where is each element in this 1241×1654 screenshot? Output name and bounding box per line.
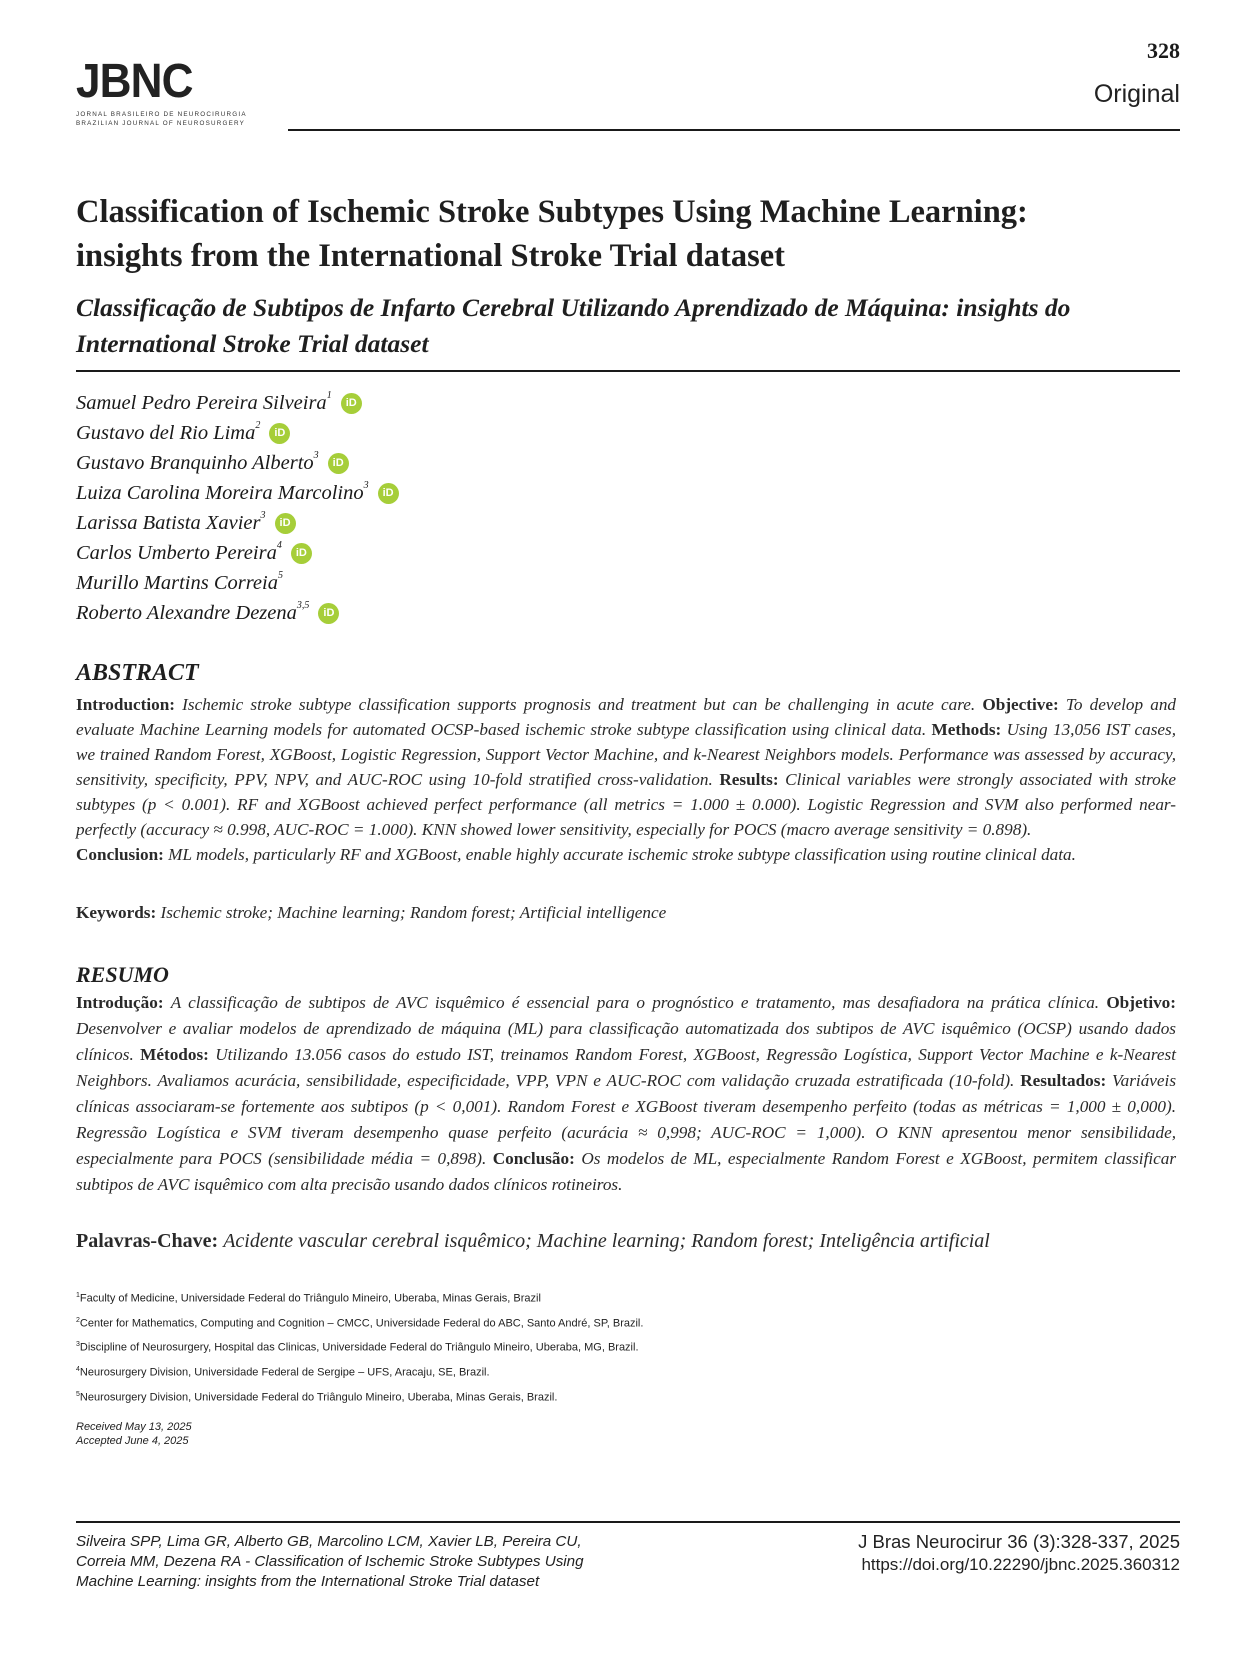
- orcid-icon[interactable]: iD: [269, 423, 290, 444]
- affiliation-text: Discipline of Neurosurgery, Hospital das Clinicas, Universidade Federal do Triângulo Mineiro, Uberaba, MG, Brazil.: [79, 1341, 639, 1354]
- submission-dates: [76, 1420, 192, 1448]
- orcid-icon[interactable]: iD: [341, 393, 362, 414]
- abstract-intro-label: Introduction:: [76, 695, 176, 714]
- resumo-objective-text: Desenvolver e avaliar modelos de aprendizado de máquina (ML) para classificação automatizada dos subtipos de AVC isquêmico (OCSP) usando dados clínicos.: [76, 1019, 1176, 1064]
- author-name: Carlos Umberto Pereira: [76, 542, 277, 564]
- affiliation-list: [76, 1285, 643, 1408]
- received-date: Received May 13, 2025: [76, 1421, 192, 1433]
- keywords-text: Ischemic stroke; Machine learning; Random forest; Artificial intelligence: [160, 903, 667, 922]
- abstract-methods-text: Using 13,056 IST cases, we trained Random Forest, XGBoost, Logistic Regression, Support Vector Machine, and k-Nearest Neighbors models. Performance was assessed by accuracy, sensitivity, specificity, PPV, NPV, and AUC-ROC using 10-fold stratified cross-validation.: [76, 720, 1177, 789]
- abstract-heading: ABSTRACT: [76, 660, 199, 686]
- resumo-conclusion-label: Conclusão:: [492, 1149, 575, 1168]
- citation-line-3: Machine Learning: insights from the International Stroke Trial dataset: [76, 1573, 540, 1590]
- page-number: 328: [1147, 38, 1180, 63]
- abstract-conclusion-label: Conclusion:: [76, 845, 164, 864]
- resumo-objective-label: Objetivo:: [1106, 993, 1177, 1012]
- accepted-date: Accepted June 4, 2025: [76, 1435, 189, 1447]
- author-item: Larissa Batista Xavier $^3$ iD: [76, 508, 399, 538]
- orcid-icon[interactable]: iD: [318, 603, 339, 624]
- resumo-results-label: Resultados:: [1020, 1071, 1107, 1090]
- article-type: Original: [1093, 80, 1180, 108]
- author-item: Roberto Alexandre Dezena $^{3,5}$ iD: [76, 598, 399, 628]
- author-item: Samuel Pedro Pereira Silveira $^1$ iD: [76, 388, 399, 418]
- palavras-chave-text: Acidente vascular cerebral isquêmico; Machine learning; Random forest; Inteligência artificial: [223, 1230, 990, 1252]
- logo-subtitle-pt: JORNAL BRASILEIRO DE NEUROCIRURGIA: [76, 111, 247, 118]
- affiliation-number: 1: [76, 1292, 80, 1299]
- abstract-conclusion-text: ML models, particularly RF and XGBoost, enable highly accurate ischemic stroke subtype classification using routine clinical data.: [168, 845, 1076, 864]
- resumo-methods-label: Métodos:: [140, 1045, 209, 1064]
- affiliation-text: Faculty of Medicine, Universidade Federal do Triângulo Mineiro, Uberaba, Minas Gerais, Brazil: [79, 1292, 541, 1305]
- abstract-objective-label: Objective:: [982, 695, 1059, 714]
- title-portuguese-line-1: Classificação de Subtipos de Infarto Cerebral Utilizando Aprendizado de Máquina: insights do: [76, 293, 1071, 322]
- author-name: Luiza Carolina Moreira Marcolino: [76, 482, 364, 504]
- abstract-objective-text: To develop and evaluate Machine Learning models for automated OCSP-based ischemic stroke subtype classification using clinical data.: [76, 695, 1177, 739]
- orcid-icon[interactable]: iD: [291, 543, 312, 564]
- palavras-chave-label: Palavras-Chave:: [76, 1230, 219, 1252]
- abstract-intro-text: Ischemic stroke subtype classification supports prognosis and treatment but can be challenging in acute care.: [182, 695, 976, 714]
- abstract-methods-label: Methods:: [931, 720, 1002, 739]
- affiliation-item: [76, 1334, 643, 1359]
- author-list: [76, 388, 399, 628]
- abstract-body: [76, 692, 1176, 867]
- citation-line-1: Silveira SPP, Lima GR, Alberto GB, Marcolino LCM, Xavier LB, Pereira CU,: [76, 1533, 582, 1550]
- title-portuguese-line-2: International Stroke Trial dataset: [76, 329, 429, 358]
- title-english-line-2: insights from the International Stroke Trial dataset: [76, 238, 786, 274]
- title-english: [76, 190, 1176, 278]
- orcid-icon[interactable]: iD: [328, 453, 349, 474]
- title-portuguese: [76, 290, 1176, 362]
- author-name: Larissa Batista Xavier: [76, 512, 261, 534]
- citation: [76, 1532, 676, 1592]
- keywords-label: Keywords:: [76, 903, 157, 922]
- resumo-body: [76, 990, 1176, 1198]
- resumo-methods-text: Utilizando 13.056 casos do estudo IST, treinamos Random Forest, XGBoost, Regressão Logística, Support Vector Machine e k-Nearest Neighbors. Avaliamos acurácia, sensibilidade, especificidade, VPP, VPN e AUC-ROC com validação cruzada estratificada (10-fold).: [76, 1045, 1177, 1090]
- author-item: Luiza Carolina Moreira Marcolino $^3$ iD: [76, 478, 399, 508]
- affiliation-text: Neurosurgery Division, Universidade Federal de Sergipe – UFS, Aracaju, SE, Brazil.: [79, 1366, 490, 1379]
- affiliation-number: 3: [76, 1341, 80, 1349]
- affiliation-number: 2: [76, 1316, 80, 1324]
- title-english-line-1: Classification of Ischemic Stroke Subtypes Using Machine Learning:: [76, 194, 1028, 230]
- header-divider: [288, 129, 1180, 131]
- affiliation-text: Neurosurgery Division, Universidade Federal do Triângulo Mineiro, Uberaba, Minas Gerais, Brazil.: [79, 1391, 558, 1404]
- title-divider: [76, 370, 1180, 372]
- footer-divider: [76, 1521, 1180, 1523]
- author-name: Samuel Pedro Pereira Silveira: [76, 392, 327, 414]
- citation-line-2: Correia MM, Dezena RA - Classification of Ischemic Stroke Subtypes Using: [76, 1553, 584, 1570]
- affiliation-number: 4: [76, 1365, 80, 1373]
- author-name: Gustavo Branquinho Alberto: [76, 452, 314, 474]
- abstract-results-text: Clinical variables were strongly associated with stroke subtypes (p < 0.001). RF and XGBoost achieved perfect performance (all metrics = 1.000 ± 0.000). Logistic Regression and SVM also performed near-perfectly (accuracy ≈ 0.998, AUC-ROC = 1.000). KNN showed lower sensitivity, especially for POCS (macro average sensitivity = 0.898).: [76, 770, 1177, 839]
- affiliation-item: [76, 1285, 643, 1310]
- affiliation-item: [76, 1384, 643, 1409]
- author-name: Murillo Martins Correia: [76, 572, 278, 594]
- keywords: [76, 903, 666, 923]
- author-name: Roberto Alexandre Dezena: [76, 602, 297, 624]
- resumo-conclusion-text: Os modelos de ML, especialmente Random Forest e XGBoost, permitem classificar subtipos de AVC isquêmico com alta precisão usando dados clínicos rotineiros.: [76, 1149, 1177, 1194]
- journal-logo: [76, 55, 266, 128]
- orcid-icon[interactable]: iD: [378, 483, 399, 504]
- author-item: Murillo Martins Correia $^5$: [76, 568, 399, 598]
- resumo-results-text: Variáveis clínicas associaram-se fortemente aos subtipos (p < 0,001). Random Forest e XGBoost tiveram desempenho perfeito (todas as métricas = 1,000 ± 0,000). Regressão Logística e SVM tiveram desempenho quase perfeito (acurácia ≈ 0,998; AUC-ROC = 1,000). O KNN apresentou menor sensibilidade, especialmente para POCS (sensibilidade média = 0,898).: [76, 1071, 1177, 1168]
- affiliation-item: [76, 1310, 643, 1335]
- author-name: Gustavo del Rio Lima: [76, 422, 256, 444]
- palavras-chave: [76, 1230, 990, 1253]
- author-item: Carlos Umberto Pereira $^4$ iD: [76, 538, 399, 568]
- journal-issue: J Bras Neurocirur 36 (3):328-337, 2025: [858, 1531, 1180, 1552]
- doi-link[interactable]: https://doi.org/10.22290/jbnc.2025.360312: [861, 1555, 1180, 1574]
- journal-reference: [858, 1530, 1180, 1575]
- resumo-heading: RESUMO: [76, 962, 169, 987]
- abstract-results-label: Results:: [719, 770, 779, 789]
- affiliation-item: [76, 1359, 643, 1384]
- resumo-intro-label: Introdução:: [76, 993, 164, 1012]
- affiliation-number: 5: [76, 1390, 80, 1398]
- author-item: Gustavo del Rio Lima $^2$ iD: [76, 418, 399, 448]
- logo-subtitle-en: BRAZILIAN JOURNAL OF NEUROSURGERY: [76, 120, 246, 127]
- affiliation-text: Center for Mathematics, Computing and Cognition – CMCC, Universidade Federal do ABC, Santo André, SP, Brazil.: [79, 1317, 644, 1330]
- logo-mark: JBNC: [76, 55, 193, 108]
- resumo-intro-text: A classificação de subtipos de AVC isquêmico é essencial para o prognóstico e tratamento, mas desafiadora na prática clínica.: [170, 993, 1100, 1012]
- author-item: Gustavo Branquinho Alberto $^3$ iD: [76, 448, 399, 478]
- orcid-icon[interactable]: iD: [275, 513, 296, 534]
